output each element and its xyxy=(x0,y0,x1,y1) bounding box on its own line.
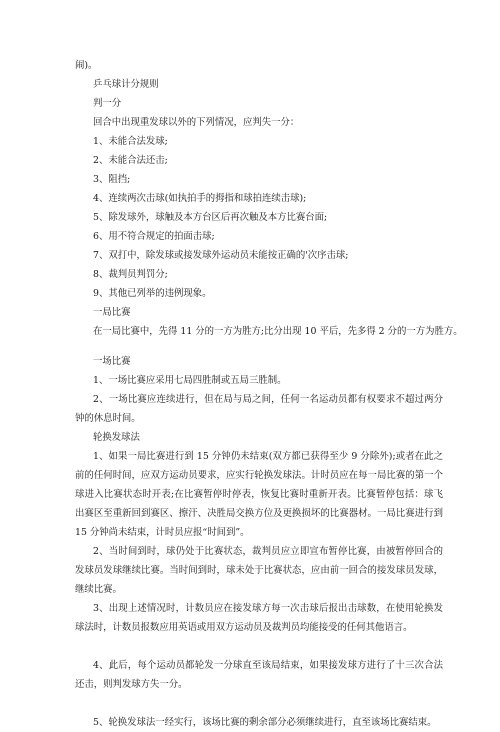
list-item: 3、阻挡; xyxy=(93,174,131,185)
text-line: 在一局比赛中，先得 11 分的一方为胜方;比分出现 10 平后，先多得 2 分的一方为胜方。 xyxy=(93,326,463,337)
text-line: 回合中出现重发球以外的下列情况，应判失一分： xyxy=(93,117,300,128)
section-heading: 一场比赛 xyxy=(93,356,131,367)
section-heading: 乒乓球计分规则 xyxy=(93,79,159,90)
text-line: 闹)。 xyxy=(75,60,98,71)
list-item: 1、如果一局比赛进行到 15 分钟仍未结束(双方都已获得至少 9 分除外);或者在此之前的任何时间，应双方运动员要求，应实行轮换发球法。计时员应在每一局比赛的第一个球进入比赛状态时开表;在比赛暂停时停表，恢复比赛时重新开表。比赛暂停包括：球飞出赛区至重新回到赛区、擦汗、决胜局交换方位及更换损坏的比赛器材。一局比赛进行到 15 分钟尚未结束，计时员应报“时间到”。 xyxy=(75,451,443,539)
list-item: 6、用不符合规定的拍面击球; xyxy=(93,231,215,242)
section-heading: 轮换发球法 xyxy=(93,432,140,443)
list-item: 3、出现上述情况时，计数员应在接发球方每一次击球后报出击球数，在使用轮换发球法时，计数员报数应用英语或用双方运动员及裁判员均能接受的任何其他语言。 xyxy=(75,603,443,634)
list-item: 8、裁判员判罚分; xyxy=(93,269,168,280)
list-item: 1、未能合法发球; xyxy=(93,136,168,147)
list-item: 4、连续两次击球(如执拍手的拇指和球拍连续击球); xyxy=(93,193,307,204)
list-item: 5、轮换发球法一经实行，该场比赛的剩余部分必须继续进行，直至该场比赛结束。 xyxy=(93,717,437,728)
list-item: 2、一场比赛应连续进行，但在局与局之间，任何一名运动员都有权要求不超过两分钟的休息时间。 xyxy=(75,394,443,425)
section-heading: 判一分 xyxy=(93,98,122,109)
list-item: 9、其他已列举的违例现象。 xyxy=(93,288,212,299)
list-item: 7、双打中，除发球或接发球外运动员未能按正确的'次序击球; xyxy=(93,250,349,261)
list-item: 2、未能合法还击; xyxy=(93,155,168,166)
list-item: 2、当时间到时，球仍处于比赛状态，裁判员应立即宣布暂停比赛，由被暂停回合的发球员发球继续比赛。当时间到时，球未处于比赛状态，应由前一回合的接发球员发球，继续比赛。 xyxy=(75,546,443,596)
list-item: 1、一场比赛应采用七局四胜制或五局三胜制。 xyxy=(93,375,287,386)
section-heading: 一局比赛 xyxy=(93,307,131,318)
list-item: 4、此后，每个运动员都轮发一分球直至该局结束，如果接发球方进行了十三次合法还击，则判发球方失一分。 xyxy=(75,660,443,691)
list-item: 5、除发球外，球触及本方台区后再次触及本方比赛台面; xyxy=(93,212,328,223)
